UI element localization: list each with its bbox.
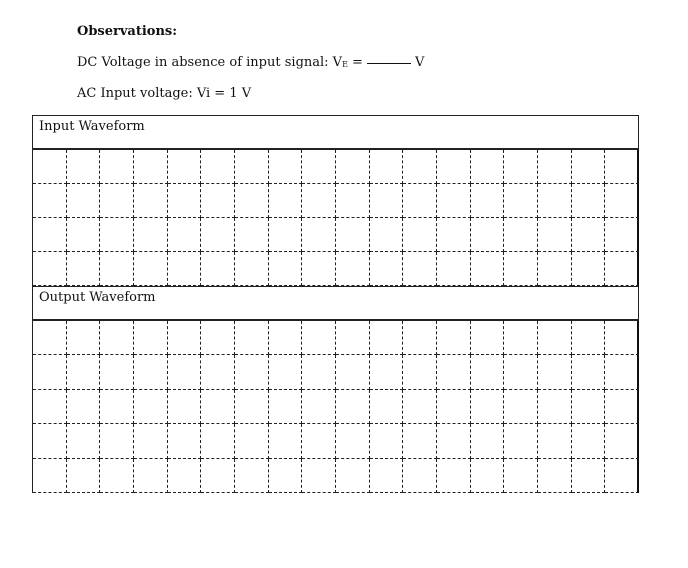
- grid-cell: [134, 252, 168, 286]
- grid-cell: [33, 150, 67, 184]
- grid-cell: [336, 150, 370, 184]
- grid-cell: [605, 355, 639, 389]
- grid-cell: [504, 150, 538, 184]
- dc-voltage-equals: =: [347, 55, 363, 70]
- grid-cell: [403, 150, 437, 184]
- grid-cell: [605, 218, 639, 252]
- grid-cell: [134, 355, 168, 389]
- dc-voltage-subscript: E: [342, 60, 348, 69]
- grid-cell: [572, 150, 606, 184]
- grid-cell: [605, 321, 639, 355]
- grid-cell: [168, 252, 202, 286]
- grid-cell: [605, 390, 639, 424]
- grid-cell: [302, 184, 336, 218]
- grid-cell: [336, 390, 370, 424]
- ac-input-line: AC Input voltage: Vi = 1 V: [77, 86, 252, 101]
- grid-cell: [201, 252, 235, 286]
- output-waveform-grid: [32, 321, 639, 493]
- grid-cell: [370, 355, 404, 389]
- grid-cell: [471, 321, 505, 355]
- grid-cell: [134, 150, 168, 184]
- grid-cell: [134, 424, 168, 458]
- grid-cell: [100, 459, 134, 493]
- input-waveform-grid: [32, 150, 639, 286]
- grid-cell: [403, 184, 437, 218]
- grid-cell: [437, 252, 471, 286]
- grid-cell: [100, 355, 134, 389]
- grid-cell: [235, 184, 269, 218]
- grid-cell: [269, 424, 303, 458]
- grid-cell: [605, 459, 639, 493]
- grid-cell: [100, 252, 134, 286]
- grid-cell: [572, 218, 606, 252]
- grid-cell: [302, 252, 336, 286]
- grid-cell: [538, 252, 572, 286]
- grid-cell: [100, 390, 134, 424]
- grid-cell: [370, 252, 404, 286]
- grid-cell: [302, 150, 336, 184]
- grid-cell: [235, 424, 269, 458]
- grid-cell: [201, 355, 235, 389]
- grid-cell: [134, 321, 168, 355]
- grid-cell: [201, 184, 235, 218]
- grid-cell: [403, 218, 437, 252]
- grid-cell: [235, 321, 269, 355]
- grid-cell: [572, 459, 606, 493]
- grid-cell: [370, 218, 404, 252]
- grid-cell: [302, 424, 336, 458]
- grid-cell: [67, 150, 101, 184]
- grid-cell: [437, 459, 471, 493]
- grid-cell: [572, 424, 606, 458]
- grid-cell: [67, 390, 101, 424]
- grid-cell: [403, 321, 437, 355]
- grid-cell: [605, 252, 639, 286]
- grid-cell: [504, 184, 538, 218]
- grid-cell: [168, 150, 202, 184]
- grid-cell: [437, 424, 471, 458]
- input-waveform-title: Input Waveform: [32, 115, 639, 150]
- grid-cell: [504, 459, 538, 493]
- grid-cell: [437, 390, 471, 424]
- grid-cell: [403, 459, 437, 493]
- grid-cell: [33, 424, 67, 458]
- grid-cell: [370, 184, 404, 218]
- grid-cell: [302, 218, 336, 252]
- grid-cell: [33, 184, 67, 218]
- grid-cell: [235, 252, 269, 286]
- grid-cell: [605, 150, 639, 184]
- grid-cell: [100, 218, 134, 252]
- grid-cell: [302, 459, 336, 493]
- grid-cell: [538, 321, 572, 355]
- grid-cell: [538, 355, 572, 389]
- grid-cell: [471, 184, 505, 218]
- grid-cell: [437, 321, 471, 355]
- grid-cell: [471, 218, 505, 252]
- grid-cell: [269, 321, 303, 355]
- grid-cell: [33, 252, 67, 286]
- grid-cell: [572, 321, 606, 355]
- grid-cell: [168, 218, 202, 252]
- grid-cell: [33, 321, 67, 355]
- waveform-sheet: [32, 115, 639, 493]
- grid-cell: [168, 184, 202, 218]
- grid-cell: [538, 459, 572, 493]
- grid-cell: [538, 150, 572, 184]
- grid-cell: [100, 424, 134, 458]
- grid-cell: [605, 184, 639, 218]
- grid-cell: [100, 321, 134, 355]
- output-waveform-title: Output Waveform: [32, 286, 639, 321]
- grid-cell: [168, 355, 202, 389]
- grid-cell: [302, 321, 336, 355]
- dc-voltage-blank: [367, 63, 411, 64]
- grid-cell: [572, 355, 606, 389]
- grid-cell: [269, 459, 303, 493]
- grid-cell: [403, 390, 437, 424]
- grid-cell: [201, 150, 235, 184]
- grid-cell: [269, 218, 303, 252]
- grid-cell: [471, 459, 505, 493]
- grid-cell: [67, 424, 101, 458]
- grid-cell: [134, 218, 168, 252]
- grid-cell: [67, 252, 101, 286]
- grid-cell: [437, 218, 471, 252]
- grid-cell: [235, 355, 269, 389]
- grid-cell: [336, 252, 370, 286]
- grid-cell: [235, 218, 269, 252]
- grid-cell: [33, 355, 67, 389]
- grid-cell: [269, 184, 303, 218]
- observations-heading: Observations:: [77, 24, 178, 39]
- grid-cell: [201, 218, 235, 252]
- grid-cell: [134, 184, 168, 218]
- grid-cell: [67, 218, 101, 252]
- dc-voltage-line: [77, 54, 424, 74]
- grid-cell: [403, 424, 437, 458]
- grid-cell: [370, 150, 404, 184]
- grid-cell: [168, 459, 202, 493]
- grid-cell: [201, 459, 235, 493]
- grid-cell: [67, 184, 101, 218]
- grid-cell: [605, 424, 639, 458]
- grid-cell: [370, 459, 404, 493]
- grid-cell: [201, 424, 235, 458]
- grid-cell: [134, 459, 168, 493]
- grid-cell: [504, 390, 538, 424]
- grid-cell: [504, 355, 538, 389]
- grid-cell: [504, 218, 538, 252]
- grid-cell: [67, 321, 101, 355]
- grid-cell: [336, 184, 370, 218]
- grid-cell: [572, 252, 606, 286]
- grid-cell: [336, 321, 370, 355]
- grid-cell: [538, 424, 572, 458]
- grid-cell: [336, 459, 370, 493]
- grid-cell: [336, 355, 370, 389]
- grid-cell: [437, 150, 471, 184]
- grid-cell: [336, 424, 370, 458]
- grid-cell: [269, 355, 303, 389]
- grid-cell: [403, 252, 437, 286]
- grid-cell: [33, 459, 67, 493]
- grid-cell: [471, 424, 505, 458]
- grid-cell: [269, 390, 303, 424]
- grid-cell: [504, 252, 538, 286]
- grid-cell: [572, 390, 606, 424]
- grid-cell: [538, 218, 572, 252]
- dc-voltage-unit: V: [414, 55, 425, 70]
- grid-cell: [100, 184, 134, 218]
- grid-cell: [370, 424, 404, 458]
- grid-cell: [201, 321, 235, 355]
- grid-cell: [269, 150, 303, 184]
- grid-cell: [235, 390, 269, 424]
- grid-cell: [235, 150, 269, 184]
- grid-cell: [269, 252, 303, 286]
- grid-cell: [336, 218, 370, 252]
- grid-cell: [201, 390, 235, 424]
- grid-cell: [437, 355, 471, 389]
- grid-cell: [471, 150, 505, 184]
- grid-cell: [471, 252, 505, 286]
- grid-cell: [437, 184, 471, 218]
- grid-cell: [33, 390, 67, 424]
- grid-cell: [504, 424, 538, 458]
- grid-cell: [370, 321, 404, 355]
- grid-cell: [471, 390, 505, 424]
- grid-cell: [67, 355, 101, 389]
- grid-cell: [235, 459, 269, 493]
- grid-cell: [134, 390, 168, 424]
- grid-cell: [168, 424, 202, 458]
- grid-cell: [538, 390, 572, 424]
- grid-cell: [168, 321, 202, 355]
- grid-cell: [67, 459, 101, 493]
- grid-cell: [538, 184, 572, 218]
- grid-cell: [33, 218, 67, 252]
- dc-voltage-label: DC Voltage in absence of input signal: V: [77, 55, 343, 70]
- grid-cell: [302, 355, 336, 389]
- grid-cell: [100, 150, 134, 184]
- grid-cell: [168, 390, 202, 424]
- grid-cell: [403, 355, 437, 389]
- grid-cell: [370, 390, 404, 424]
- grid-cell: [302, 390, 336, 424]
- grid-cell: [471, 355, 505, 389]
- grid-cell: [504, 321, 538, 355]
- grid-cell: [572, 184, 606, 218]
